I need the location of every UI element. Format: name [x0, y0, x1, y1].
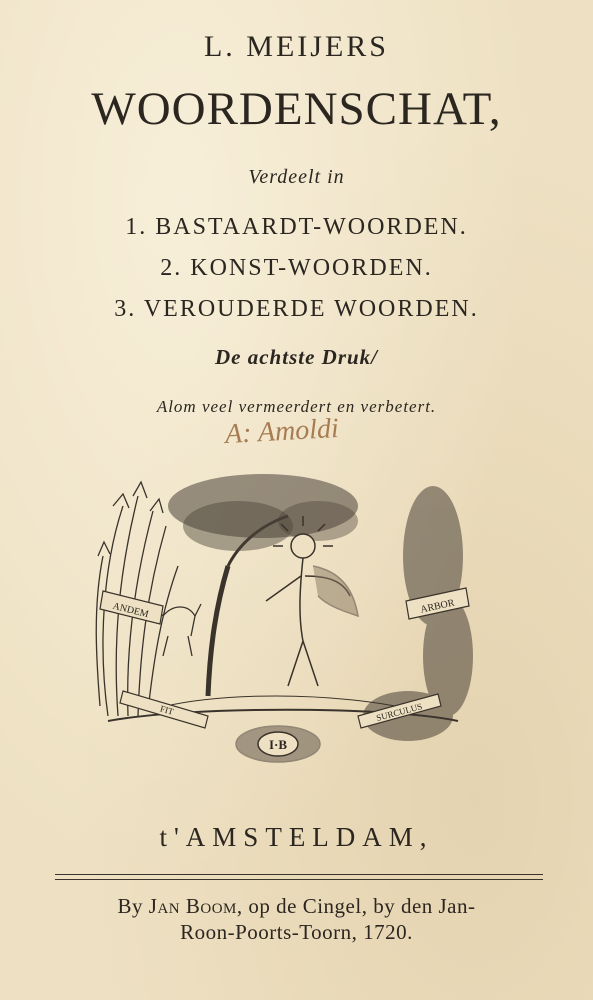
book-title: WOORDENSCHAT,	[91, 83, 502, 135]
section-bastaardt-woorden: 1. BASTAARDT-WOORDEN.	[125, 214, 468, 240]
imprint-address: , op de Cingel, by den Jan-	[236, 894, 476, 918]
tagline: Alom veel vermeerdert en verbetert.	[156, 397, 437, 416]
section-konst-woorden: 2. KONST-WOORDEN.	[160, 255, 433, 281]
publisher-last-name: Boom	[185, 894, 237, 918]
edition-label: De achtste Druk/	[215, 345, 378, 369]
banner-bottom-left-text: FIT	[158, 703, 175, 717]
place-of-publication: t'AMSTELDAM,	[159, 822, 434, 852]
author-name: L. MEIJERS	[203, 30, 389, 63]
banner-right-text: ARBOR	[419, 597, 456, 616]
imprint-line-1	[0, 894, 593, 919]
section-verouderde-woorden: 3. VEROUDERDE WOORDEN.	[114, 296, 479, 322]
imprint-line-2: Roon-Poorts-Toorn, 1720.	[180, 920, 413, 944]
divided-in-label: Verdeelt in	[248, 166, 345, 188]
banner-bottom-right-text: SURCULUS	[375, 701, 424, 724]
double-rule-bottom	[55, 879, 543, 880]
publisher-first-name: Jan	[148, 894, 181, 918]
owner-signature: A: Amoldi	[224, 413, 340, 450]
banner-left-text: ANDEM	[111, 600, 150, 621]
printers-device-vignette	[88, 466, 478, 771]
double-rule-top	[55, 874, 543, 875]
cartouche-monogram: I·B	[268, 737, 288, 752]
imprint-by: By	[117, 894, 144, 918]
